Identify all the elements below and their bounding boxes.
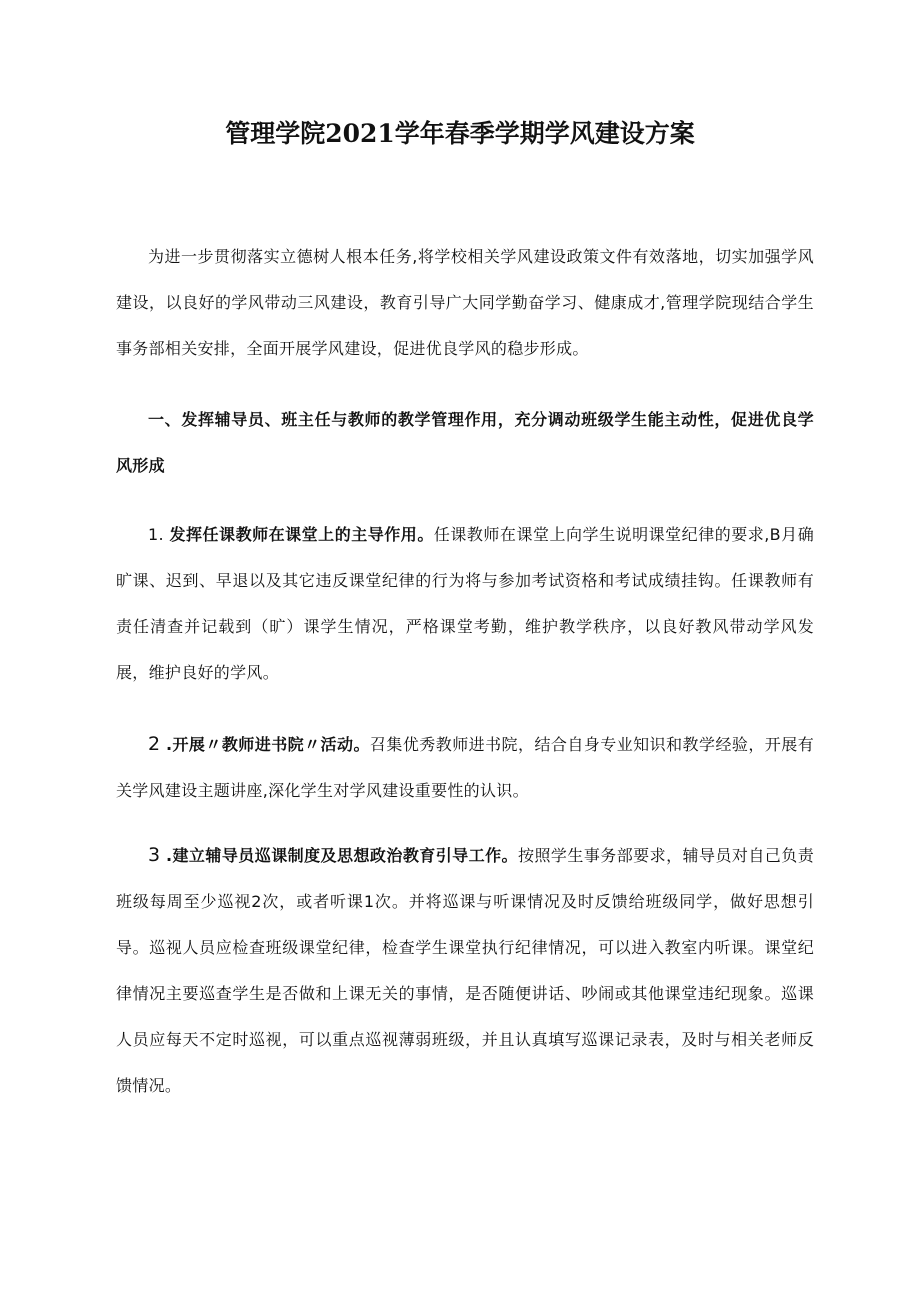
document-title: 管理学院2021学年春季学期学风建设方案 (225, 119, 695, 148)
item-number: 1. (148, 525, 164, 544)
item-body: 召集优秀教师进书院，结合自身专业知识和教学经验，开展有关学风建设主题讲座,深化学生对学风建设重要性的认识。 (116, 735, 815, 800)
section-heading: 一、发挥辅导员、班主任与教师的教学管理作用，充分调动班级学生能主动性，促进优良学风形成 (116, 410, 814, 475)
item-lead: 发挥任课教师在课堂上的主导作用。 (169, 525, 434, 544)
item-lead: .建立辅导员巡课制度及思想政治教育引导工作。 (165, 846, 518, 865)
item-number: 3 (148, 844, 161, 866)
item-body: 任课教师在课堂上向学生说明课堂纪律的要求,B月确旷课、迟到、早退以及其它违反课堂纪律的行为将与参加考试资格和考试成绩挂钩。任课教师有责任清查并记载到（旷）课学生情况，严格课堂考勤，维护教学秩序，以良好教风带动学风发展，维护良好的学风。 (116, 525, 814, 682)
intro-paragraph: 为进一步贯彻落实立德树人根本任务,将学校相关学风建设政策文件有效落地，切实加强学风建设，以良好的学风带动三风建设，教育引导广大同学勤奋学习、健康成才,管理学院现结合学生事务部相关安排，全面开展学风建设，促进优良学风的稳步形成。 (116, 247, 814, 358)
item-lead: .开展〃教师进书院〃活动。 (165, 735, 370, 754)
item-number: 2 (148, 733, 161, 755)
list-item-1 (116, 512, 814, 696)
item-body: 按照学生事务部要求，辅导员对自己负责班级每周至少巡视2次，或者听课1次。并将巡课与听课情况及时反馈给班级同学，做好思想引导。巡视人员应检查班级课堂纪律，检查学生课堂执行纪律情况，可以进入教室内听课。课堂纪律情况主要巡查学生是否做和上课无关的事情，是否随便讲话、吵闹或其他课堂违纪现象。巡课人员应每天不定时巡视，可以重点巡视薄弱班级，并且认真填写巡课记录表，及时与相关老师反馈情况。 (116, 846, 815, 1095)
list-item-2 (116, 721, 814, 814)
list-item-3 (116, 832, 814, 1109)
